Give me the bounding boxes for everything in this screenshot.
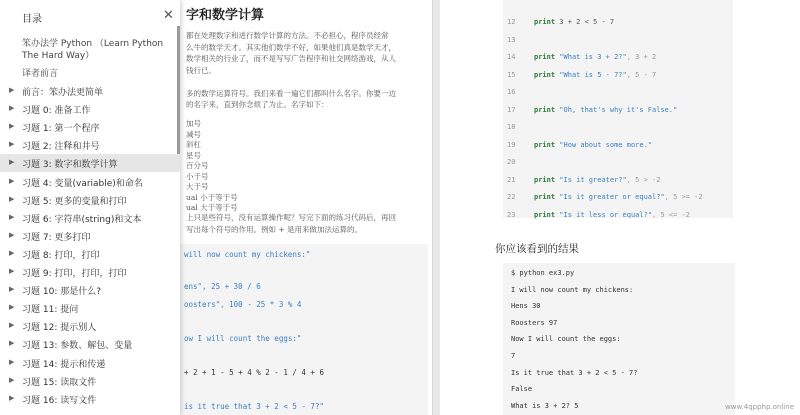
toc-item[interactable] xyxy=(0,136,180,154)
operator-item: 星号 xyxy=(186,150,201,160)
toc-item-label: 习题 0: 准备工作 xyxy=(22,106,91,117)
toc-item[interactable] xyxy=(0,372,180,390)
paragraph-line: 都在处理数字和进行数学计算的方法。不必担心，程序员经常 xyxy=(186,31,389,40)
code-line: oosters", 100 - 25 * 3 % 4 xyxy=(184,300,302,309)
paragraph-line: 写出每个符号的作用。例如 + 是用来做加法运算的。 xyxy=(186,224,363,234)
chevron-right-icon[interactable]: ▶ xyxy=(9,122,15,131)
toc-item[interactable] xyxy=(0,354,180,372)
toc-item[interactable] xyxy=(0,390,180,408)
code-line: will now count my chickens:" xyxy=(184,250,311,259)
toc-item-label: 习题 2: 注释和井号 xyxy=(22,142,100,153)
output-line: Roosters 97 xyxy=(511,318,558,327)
output-block xyxy=(503,263,735,415)
toc-item[interactable] xyxy=(0,118,180,136)
code-line: print "Oh, that's why it's False." xyxy=(534,105,678,114)
code-line: print 3 + 2 < 5 - 7 xyxy=(534,18,615,26)
chevron-right-icon[interactable]: ▶ xyxy=(9,267,15,275)
output-line: Now I will count the eggs: xyxy=(511,335,621,344)
toc-item[interactable] xyxy=(0,191,180,209)
line-number: 14 xyxy=(507,53,516,61)
chevron-right-icon[interactable]: ▶ xyxy=(9,194,15,203)
chevron-right-icon[interactable]: ▶ xyxy=(9,86,15,94)
chevron-right-icon[interactable]: ▶ xyxy=(9,285,15,294)
line-number: 16 xyxy=(507,88,516,96)
toc-item-label: 习题 9: 打印，打印，打印 xyxy=(22,269,127,279)
operator-item: 百分号 xyxy=(186,161,209,170)
line-number: 21 xyxy=(507,175,516,184)
watermark: www.4qpphp.online xyxy=(725,403,794,411)
operator-item: 减号 xyxy=(186,129,201,139)
toc-item-label: 习题 14: 提示和传递 xyxy=(22,359,106,370)
output-line: What is 3 + 2? 5 xyxy=(511,401,579,410)
chevron-right-icon[interactable]: ▶ xyxy=(9,393,15,402)
chevron-right-icon[interactable]: ▶ xyxy=(9,321,15,330)
chevron-right-icon[interactable]: ▶ xyxy=(9,357,15,366)
toc-item[interactable] xyxy=(0,173,180,191)
operator-item: ual 小于等于号 xyxy=(186,192,238,202)
chapter-heading: 字和数学计算 xyxy=(186,8,265,23)
toc-item-book-title[interactable]: 笨办法学 Python （Learn Python The Hard Way） xyxy=(22,39,164,61)
chevron-right-icon[interactable]: ▶ xyxy=(9,248,15,257)
operator-item: 大于号 xyxy=(186,182,209,191)
code-line: + 2 + 1 - 5 + 4 % 2 - 1 / 4 + 6 xyxy=(184,368,324,377)
line-number: 13 xyxy=(507,35,516,44)
toc-item[interactable] xyxy=(0,335,180,353)
toc-item-label: 习题 3: 数字和数学计算 xyxy=(22,160,118,171)
output-line: 7 xyxy=(511,352,516,360)
output-line: Is it true that 3 + 2 < 5 - 7? xyxy=(511,368,638,377)
toc-title: 目录 xyxy=(22,14,42,25)
code-line: print "Is it less or equal?", 5 <= -2 xyxy=(534,210,690,219)
toc-item[interactable] xyxy=(0,82,180,100)
chevron-right-icon[interactable]: ▶ xyxy=(9,140,15,149)
toc-item-label: 习题 7: 更多打印 xyxy=(22,232,91,243)
line-number: 22 xyxy=(507,193,516,201)
code-line: print "What is 3 + 2?", 3 + 2 xyxy=(534,53,657,61)
toc-item-label: 习题 16: 读写文件 xyxy=(22,395,97,406)
toc-item[interactable] xyxy=(0,263,180,281)
toc-item-label: 习题 10: 那是什么? xyxy=(22,287,101,298)
line-number: 12 xyxy=(507,18,516,26)
paragraph-line: 钱行已。 xyxy=(186,65,216,75)
operator-item: 斜杠 xyxy=(186,140,201,149)
code-line: print "Is it greater?", 5 > -2 xyxy=(534,175,661,184)
code-line: print "What is 5 - 7?", 5 - 7 xyxy=(534,70,657,79)
toc-item[interactable] xyxy=(0,227,180,245)
toc-item-label: 习题 5: 更多的变量和打印 xyxy=(22,196,127,207)
close-icon[interactable]: ✕ xyxy=(163,8,174,23)
toc-item-label: 习题 8: 打印，打印 xyxy=(22,250,100,261)
paragraph-line: 多的数学运算符号。我们来看一遍它们都叫什么名字。你要一边 xyxy=(186,88,396,98)
output-line: False xyxy=(511,385,533,394)
operator-item: 加号 xyxy=(186,119,201,128)
toc-item-translator-note[interactable]: 译者前言 xyxy=(22,69,59,79)
toc-item-label: 习题 4: 变量(variable)和命名 xyxy=(22,178,143,189)
toc-item[interactable] xyxy=(0,299,180,317)
code-line: print "Is it greater or equal?", 5 >= -2 xyxy=(534,193,703,201)
code-line: print "How about some more." xyxy=(534,140,653,149)
output-line: I will now count my chickens: xyxy=(511,285,634,294)
chevron-right-icon[interactable]: ▶ xyxy=(9,176,15,185)
chevron-right-icon[interactable]: ▶ xyxy=(9,339,15,348)
paragraph-line: 的名字来，直到你念烦了为止。名字如下： xyxy=(186,100,329,109)
toc-item[interactable] xyxy=(0,100,180,118)
chevron-right-icon[interactable]: ▶ xyxy=(9,212,15,221)
toc-item[interactable] xyxy=(0,209,180,227)
code-line: ow I will count the eggs:" xyxy=(184,334,302,343)
chevron-right-icon[interactable]: ▶ xyxy=(9,230,15,239)
output-line: Hens 30 xyxy=(511,302,541,311)
line-number: 20 xyxy=(507,158,516,166)
toc-item[interactable] xyxy=(0,154,180,172)
toc-item-label: 习题 12: 提示别人 xyxy=(22,323,97,334)
line-number: 19 xyxy=(507,140,516,149)
output-line: $ python ex3.py xyxy=(511,269,575,277)
line-number: 23 xyxy=(507,210,516,219)
paragraph-line: 上只是些符号，没有运算操作呢？写完下面的练习代码后，再回 xyxy=(186,213,396,222)
code-block-right xyxy=(503,0,733,218)
toc-item[interactable] xyxy=(0,281,180,299)
book-page-right xyxy=(440,0,800,415)
toc-sidebar xyxy=(0,0,180,415)
line-number: 17 xyxy=(507,105,516,114)
toc-item-label: 习题 11: 提问 xyxy=(22,305,79,316)
chevron-right-icon[interactable]: ▶ xyxy=(9,104,15,113)
operator-item: ual 大于等于号 xyxy=(186,203,238,212)
chevron-right-icon[interactable]: ▶ xyxy=(9,303,15,312)
result-heading: 你应该看到的结果 xyxy=(495,243,579,255)
line-number: 15 xyxy=(507,70,516,79)
code-line: is it true that 3 + 2 < 5 - 7?" xyxy=(184,402,324,411)
toc-item-label: 前言：笨办法更简单 xyxy=(22,88,104,98)
toc-item[interactable] xyxy=(0,317,180,335)
paragraph-line: 数学相关的行业了，而不是写写广告程序和社交网络游戏，从人 xyxy=(186,54,396,63)
toc-item-label: 习题 1: 第一个程序 xyxy=(22,124,100,135)
toc-item-label: 习题 13: 参数、解包、变量 xyxy=(22,341,133,352)
toc-item-label: 习题 6: 字符串(string)和文本 xyxy=(22,214,142,225)
toc-item[interactable] xyxy=(0,245,180,263)
line-number: 18 xyxy=(507,123,516,131)
chevron-right-icon[interactable]: ▶ xyxy=(9,375,15,384)
toc-item-label: 习题 15: 读取文件 xyxy=(22,377,97,388)
paragraph-line: 么牛的数学天才。其实他们数学不好，如果他们真是数学天才， xyxy=(186,42,396,52)
code-block-left xyxy=(180,244,428,415)
chevron-right-icon[interactable]: ▶ xyxy=(9,158,15,167)
operator-item: 小于号 xyxy=(186,171,209,181)
code-line: ens", 25 + 30 / 6 xyxy=(184,282,261,291)
